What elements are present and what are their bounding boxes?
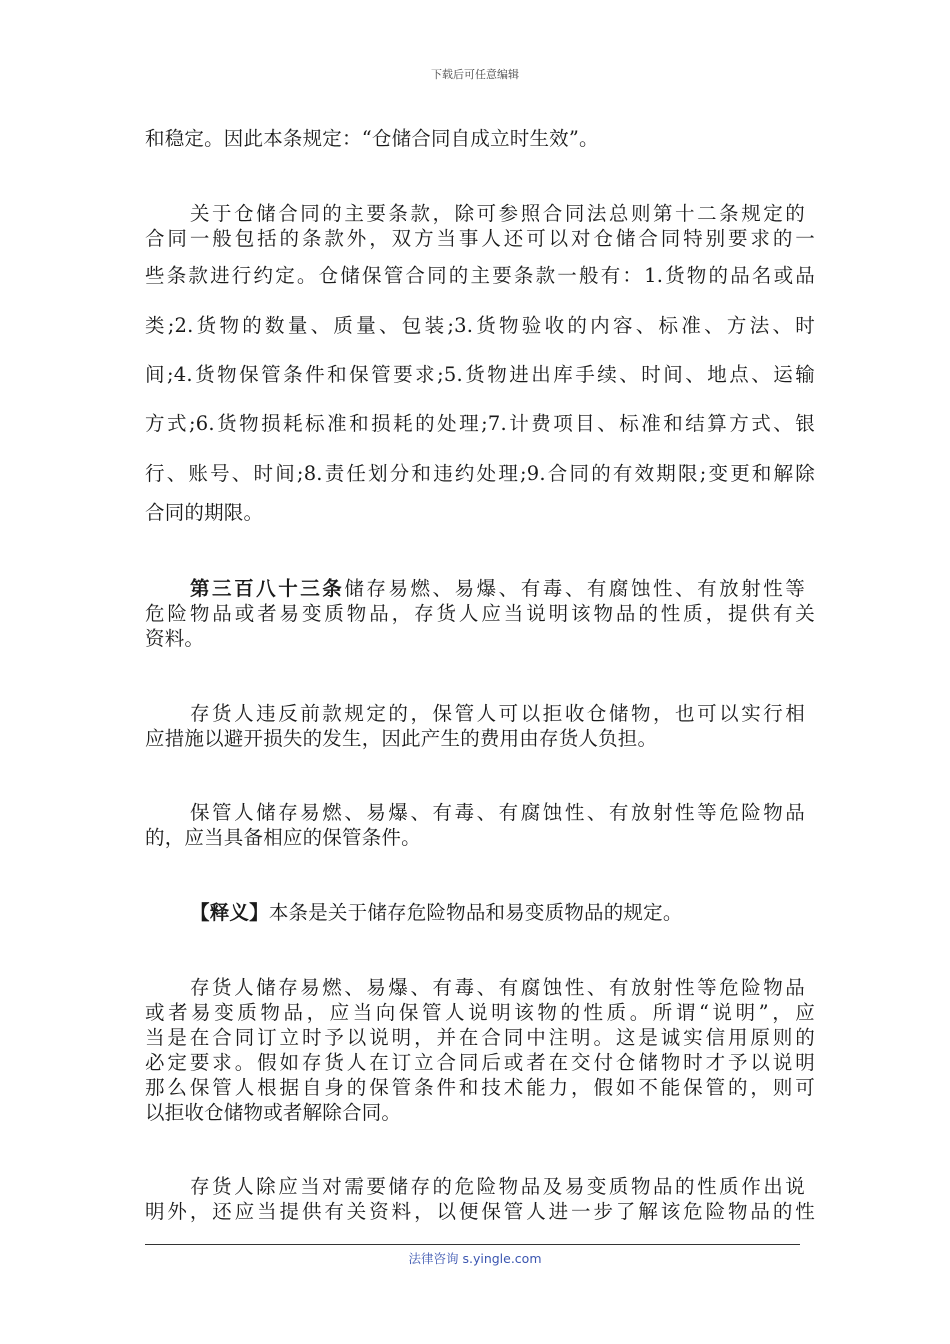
footer-link[interactable]: 法律咨询 s.yingle.com [408, 1251, 542, 1266]
text-line: 那么保管人根据自身的保管条件和技术能力，假如不能保管的，则可 [145, 1076, 815, 1099]
article-text: 储存易燃、易爆、有毒、有腐蚀性、有放射性等 [344, 577, 806, 600]
text-line: 以拒收仓储物或者解除合同。 [145, 1101, 402, 1124]
text-line: 应措施以避开损失的发生，因此产生的费用由存货人负担。 [145, 727, 658, 750]
footer-divider [145, 1244, 800, 1245]
text-line: 危险物品或者易变质物品，存货人应当说明该物品的性质，提供有关 [145, 602, 815, 625]
text-line: 的，应当具备相应的保管条件。 [145, 826, 421, 849]
article-number: 第三百八十三条 [190, 577, 345, 600]
text-line: 或者易变质物品，应当向保管人说明该物的性质。所谓“说明”，应 [145, 1001, 815, 1024]
page-header: 下载后可任意编辑 [431, 68, 519, 81]
text-line: 关于仓储合同的主要条款，除可参照合同法总则第十二条规定的 [190, 202, 805, 225]
text-line: 间;4.货物保管条件和保管要求;5.货物进出库手续、时间、地点、运输 [145, 363, 815, 386]
text-line: 合同的期限。 [145, 501, 264, 524]
text-line: 存货人违反前款规定的，保管人可以拒收仓储物，也可以实行相 [190, 702, 805, 725]
text-line: 资料。 [145, 627, 205, 650]
article-line [190, 576, 805, 602]
text-line: 必定要求。假如存货人在订立合同后或者在交付仓储物时才予以说明 [145, 1051, 815, 1074]
text-line: 些条款进行约定。仓储保管合同的主要条款一般有：1.货物的品名或品 [145, 264, 815, 287]
text-line: 类;2.货物的数量、质量、包装;3.货物验收的内容、标准、方法、时 [145, 314, 815, 337]
text-line: 方式;6.货物损耗标准和损耗的处理;7.计费项目、标准和结算方式、银 [145, 412, 815, 435]
text-line: 保管人储存易燃、易爆、有毒、有腐蚀性、有放射性等危险物品 [190, 801, 805, 824]
interpretation-text: 本条是关于储存危险物品和易变质物品的规定。 [268, 901, 683, 924]
text-line: 合同一般包括的条款外，双方当事人还可以对仓储合同特别要求的一 [145, 227, 815, 250]
text-line: 存货人储存易燃、易爆、有毒、有腐蚀性、有放射性等危险物品 [190, 976, 805, 999]
interpretation-label: 【释义】 [190, 901, 269, 924]
interpretation-line [190, 900, 805, 926]
text-line: 和稳定。因此本条规定：“仓储合同自成立时生效”。 [145, 127, 599, 150]
text-line: 当是在合同订立时予以说明，并在合同中注明。这是诚实信用原则的 [145, 1026, 815, 1049]
text-line: 明外，还应当提供有关资料，以便保管人进一步了解该危险物品的性 [145, 1200, 815, 1223]
text-line: 行、账号、时间;8.责任划分和违约处理;9.合同的有效期限;变更和解除 [145, 462, 815, 485]
text-line: 存货人除应当对需要储存的危险物品及易变质物品的性质作出说 [190, 1175, 805, 1198]
